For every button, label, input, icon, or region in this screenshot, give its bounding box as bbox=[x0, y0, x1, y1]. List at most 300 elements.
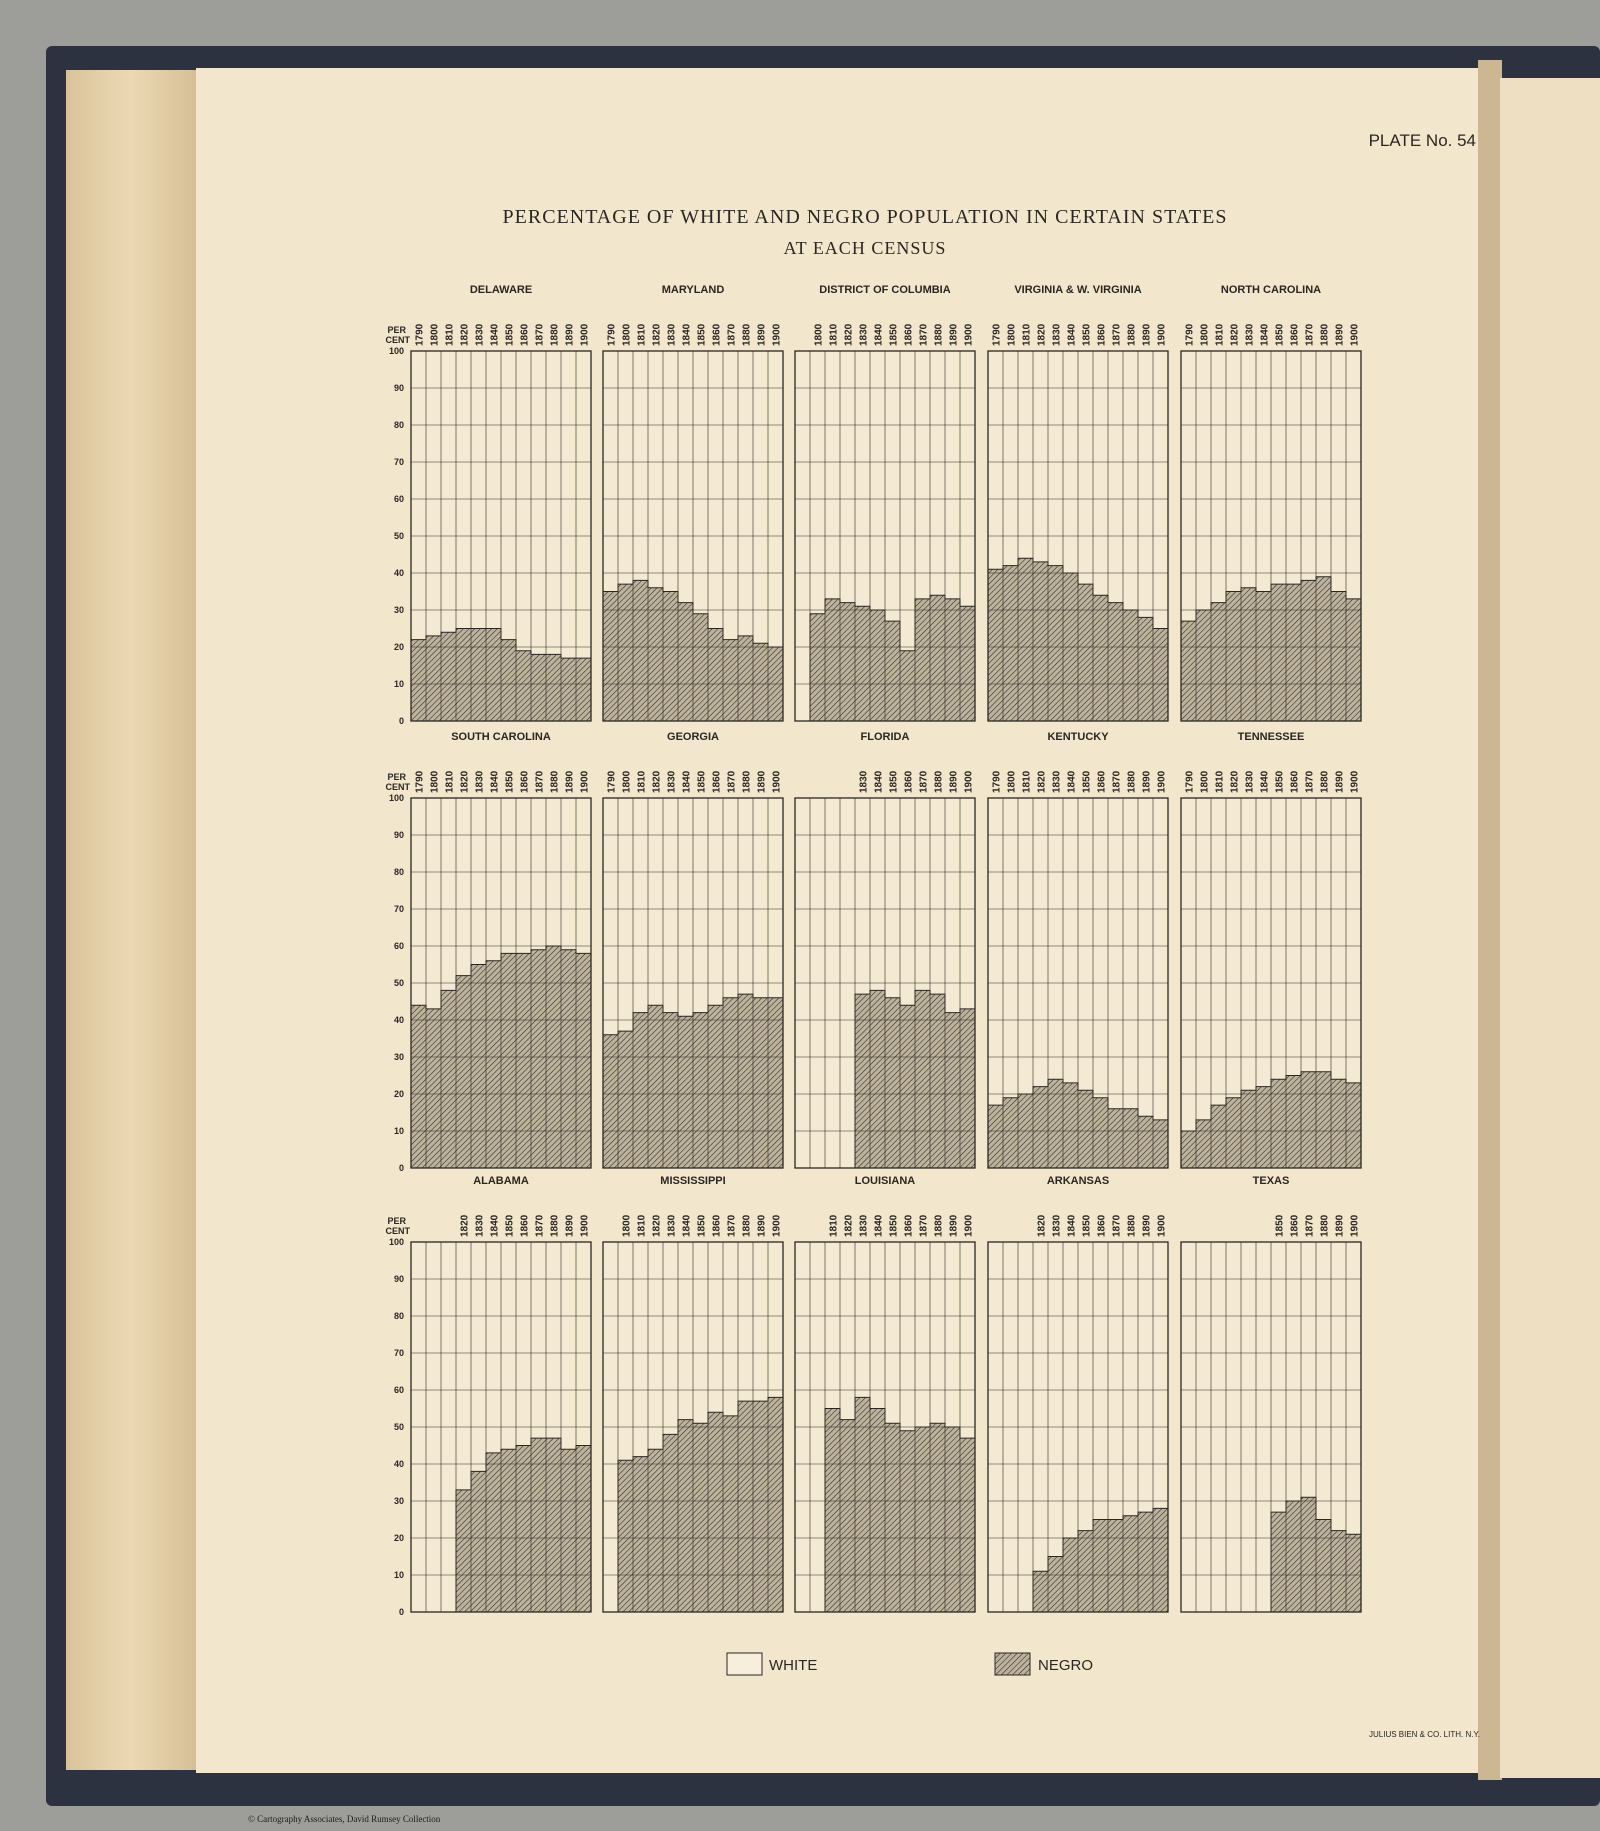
negro-bar bbox=[531, 654, 546, 721]
collection-credit: © Cartography Associates, David Rumsey Collection bbox=[248, 1814, 441, 1824]
negro-bar bbox=[825, 1409, 840, 1613]
x-tick-label: 1900 bbox=[771, 770, 783, 793]
x-tick-label: 1800 bbox=[429, 323, 441, 346]
x-tick-label: 1860 bbox=[1289, 770, 1301, 793]
negro-bar bbox=[810, 614, 825, 721]
negro-bar bbox=[855, 1397, 870, 1612]
x-tick-label: 1890 bbox=[756, 323, 768, 346]
x-tick-label: 1890 bbox=[1334, 770, 1346, 793]
x-tick-label: 1800 bbox=[1006, 323, 1018, 346]
x-tick-label: 1850 bbox=[1274, 770, 1286, 793]
legend-white-swatch bbox=[727, 1653, 762, 1675]
negro-bar bbox=[456, 629, 471, 722]
y-tick-label: 100 bbox=[388, 1237, 404, 1247]
x-tick-label: 1850 bbox=[1274, 323, 1286, 346]
chart-title: LOUISIANA bbox=[854, 1175, 916, 1187]
negro-bar bbox=[753, 998, 768, 1168]
x-tick-label: 1810 bbox=[1021, 770, 1033, 793]
x-tick-label: 1860 bbox=[519, 770, 531, 793]
negro-bar bbox=[471, 1471, 486, 1612]
negro-bar bbox=[1331, 1531, 1346, 1612]
negro-bar bbox=[1271, 1079, 1286, 1168]
negro-bar bbox=[1181, 1131, 1196, 1168]
y-axis-label-per: PER bbox=[387, 1216, 406, 1226]
x-tick-label: 1840 bbox=[489, 770, 501, 793]
negro-bar bbox=[840, 603, 855, 721]
x-tick-label: 1850 bbox=[696, 323, 708, 346]
x-tick-label: 1880 bbox=[549, 1214, 561, 1237]
negro-bar bbox=[1153, 1120, 1168, 1168]
x-tick-label: 1850 bbox=[504, 323, 516, 346]
x-tick-label: 1860 bbox=[1096, 323, 1108, 346]
negro-bar bbox=[516, 651, 531, 721]
x-tick-label: 1850 bbox=[888, 1214, 900, 1237]
x-tick-label: 1790 bbox=[414, 770, 426, 793]
x-tick-label: 1830 bbox=[474, 770, 486, 793]
negro-bar bbox=[1256, 1087, 1271, 1168]
x-tick-label: 1820 bbox=[1036, 323, 1048, 346]
legend-negro-label: NEGRO bbox=[1038, 1657, 1094, 1674]
y-axis-label-cent: CENT bbox=[385, 335, 410, 345]
x-tick-label: 1830 bbox=[1244, 770, 1256, 793]
negro-bar bbox=[723, 640, 738, 721]
y-tick-label: 90 bbox=[393, 830, 404, 840]
negro-bar bbox=[501, 640, 516, 721]
negro-bar bbox=[1093, 1098, 1108, 1168]
x-tick-label: 1870 bbox=[726, 770, 738, 793]
x-tick-label: 1810 bbox=[828, 1214, 840, 1237]
x-tick-label: 1870 bbox=[726, 323, 738, 346]
x-tick-label: 1870 bbox=[534, 323, 546, 346]
negro-bar bbox=[825, 599, 840, 721]
negro-bar bbox=[618, 584, 633, 721]
negro-bar bbox=[426, 1009, 441, 1168]
x-tick-label: 1890 bbox=[1141, 1214, 1153, 1237]
negro-bar bbox=[1123, 1109, 1138, 1168]
x-tick-label: 1900 bbox=[1349, 323, 1361, 346]
x-tick-label: 1890 bbox=[1334, 1214, 1346, 1237]
chart-title: DELAWARE bbox=[469, 284, 533, 296]
negro-bar bbox=[1226, 1098, 1241, 1168]
x-tick-label: 1840 bbox=[1259, 323, 1271, 346]
x-tick-label: 1890 bbox=[1141, 770, 1153, 793]
x-tick-label: 1900 bbox=[963, 770, 975, 793]
x-tick-label: 1900 bbox=[1156, 770, 1168, 793]
negro-bar bbox=[1078, 1531, 1093, 1612]
negro-bar bbox=[1271, 1512, 1286, 1612]
y-tick-label: 30 bbox=[393, 1496, 404, 1506]
x-tick-label: 1800 bbox=[621, 323, 633, 346]
negro-bar bbox=[930, 1423, 945, 1612]
x-tick-label: 1820 bbox=[651, 770, 663, 793]
credit-strip bbox=[0, 1806, 1600, 1831]
x-tick-label: 1820 bbox=[459, 323, 471, 346]
negro-bar bbox=[768, 998, 783, 1168]
negro-bar bbox=[663, 1434, 678, 1612]
x-tick-label: 1840 bbox=[1066, 323, 1078, 346]
negro-bar bbox=[693, 1013, 708, 1168]
negro-bar bbox=[1226, 592, 1241, 722]
x-tick-label: 1890 bbox=[564, 1214, 576, 1237]
x-tick-label: 1860 bbox=[1096, 770, 1108, 793]
x-tick-label: 1820 bbox=[459, 770, 471, 793]
negro-bar bbox=[1316, 1072, 1331, 1168]
negro-bar bbox=[1241, 1090, 1256, 1168]
negro-bar bbox=[1153, 1508, 1168, 1612]
negro-bar bbox=[648, 1449, 663, 1612]
x-tick-label: 1890 bbox=[564, 323, 576, 346]
negro-bar bbox=[618, 1460, 633, 1612]
y-tick-label: 10 bbox=[393, 679, 404, 689]
y-tick-label: 90 bbox=[393, 1274, 404, 1284]
negro-bar bbox=[561, 658, 576, 721]
negro-bar bbox=[1211, 1105, 1226, 1168]
x-tick-label: 1800 bbox=[1199, 770, 1211, 793]
negro-bar bbox=[1211, 603, 1226, 721]
x-tick-label: 1830 bbox=[666, 323, 678, 346]
negro-bar bbox=[648, 588, 663, 721]
gutter-shadow bbox=[1478, 60, 1502, 1780]
x-tick-label: 1850 bbox=[696, 770, 708, 793]
x-tick-label: 1800 bbox=[621, 770, 633, 793]
negro-bar bbox=[1301, 1497, 1316, 1612]
x-tick-label: 1810 bbox=[444, 323, 456, 346]
negro-bar bbox=[753, 643, 768, 721]
y-tick-label: 100 bbox=[388, 793, 404, 803]
negro-bar bbox=[1138, 617, 1153, 721]
negro-bar bbox=[840, 1420, 855, 1612]
negro-bar bbox=[663, 1013, 678, 1168]
x-tick-label: 1890 bbox=[948, 323, 960, 346]
x-tick-label: 1870 bbox=[1304, 1214, 1316, 1237]
y-tick-label: 100 bbox=[388, 346, 404, 356]
x-tick-label: 1870 bbox=[1304, 323, 1316, 346]
x-tick-label: 1810 bbox=[444, 770, 456, 793]
x-tick-label: 1900 bbox=[963, 323, 975, 346]
y-tick-label: 60 bbox=[393, 1385, 404, 1395]
negro-bar bbox=[678, 1016, 693, 1168]
negro-bar bbox=[1153, 629, 1168, 722]
negro-bar bbox=[678, 1420, 693, 1612]
x-tick-label: 1840 bbox=[873, 770, 885, 793]
chart-title: MARYLAND bbox=[661, 284, 725, 296]
negro-bar bbox=[693, 1423, 708, 1612]
x-tick-label: 1830 bbox=[666, 770, 678, 793]
negro-bar bbox=[1301, 1072, 1316, 1168]
negro-bar bbox=[1241, 588, 1256, 721]
x-tick-label: 1820 bbox=[843, 323, 855, 346]
negro-bar bbox=[1108, 1520, 1123, 1613]
negro-bar bbox=[576, 1446, 591, 1613]
negro-bar bbox=[1048, 1079, 1063, 1168]
negro-bar bbox=[738, 1401, 753, 1612]
chart-title: NORTH CAROLINA bbox=[1220, 284, 1322, 296]
x-tick-label: 1900 bbox=[1349, 1214, 1361, 1237]
x-tick-label: 1840 bbox=[873, 1214, 885, 1237]
x-tick-label: 1810 bbox=[636, 1214, 648, 1237]
negro-bar bbox=[1123, 1516, 1138, 1612]
negro-bar bbox=[678, 603, 693, 721]
x-tick-label: 1860 bbox=[1289, 1214, 1301, 1237]
negro-bar bbox=[1138, 1512, 1153, 1612]
negro-bar bbox=[486, 1453, 501, 1612]
printer-credit: JULIUS BIEN & CO. LITH. N.Y. bbox=[1369, 1730, 1480, 1739]
negro-bar bbox=[915, 599, 930, 721]
y-tick-label: 0 bbox=[398, 1163, 404, 1173]
x-tick-label: 1880 bbox=[933, 770, 945, 793]
negro-bar bbox=[1346, 599, 1361, 721]
negro-bar bbox=[648, 1005, 663, 1168]
y-axis-label-per: PER bbox=[387, 772, 406, 782]
negro-bar bbox=[561, 950, 576, 1168]
x-tick-label: 1800 bbox=[1006, 770, 1018, 793]
x-tick-label: 1820 bbox=[651, 323, 663, 346]
x-tick-label: 1820 bbox=[1036, 770, 1048, 793]
x-tick-label: 1810 bbox=[636, 323, 648, 346]
x-tick-label: 1900 bbox=[579, 770, 591, 793]
negro-bar bbox=[486, 961, 501, 1168]
x-tick-label: 1860 bbox=[903, 1214, 915, 1237]
negro-bar bbox=[471, 965, 486, 1169]
negro-bar bbox=[900, 651, 915, 721]
negro-bar bbox=[1108, 603, 1123, 721]
negro-bar bbox=[1271, 584, 1286, 721]
x-tick-label: 1880 bbox=[1126, 1214, 1138, 1237]
x-tick-label: 1790 bbox=[414, 323, 426, 346]
x-tick-label: 1830 bbox=[474, 1214, 486, 1237]
negro-bar bbox=[885, 998, 900, 1168]
negro-bar bbox=[870, 1409, 885, 1613]
negro-bar bbox=[738, 636, 753, 721]
chart-title: TEXAS bbox=[1252, 1175, 1290, 1187]
facing-page bbox=[1500, 78, 1600, 1778]
x-tick-label: 1820 bbox=[1229, 323, 1241, 346]
negro-bar bbox=[885, 621, 900, 721]
x-tick-label: 1830 bbox=[1051, 323, 1063, 346]
x-tick-label: 1800 bbox=[429, 770, 441, 793]
x-tick-label: 1890 bbox=[948, 1214, 960, 1237]
x-tick-label: 1880 bbox=[1126, 323, 1138, 346]
plate-number: PLATE No. 54 bbox=[1368, 131, 1476, 150]
x-tick-label: 1830 bbox=[1051, 1214, 1063, 1237]
y-tick-label: 0 bbox=[398, 1607, 404, 1617]
negro-bar bbox=[945, 1427, 960, 1612]
negro-bar bbox=[486, 629, 501, 722]
x-tick-label: 1890 bbox=[1141, 323, 1153, 346]
x-tick-label: 1830 bbox=[666, 1214, 678, 1237]
negro-bar bbox=[723, 998, 738, 1168]
negro-bar bbox=[441, 632, 456, 721]
x-tick-label: 1850 bbox=[696, 1214, 708, 1237]
x-tick-label: 1880 bbox=[933, 1214, 945, 1237]
x-tick-label: 1870 bbox=[1111, 1214, 1123, 1237]
y-tick-label: 50 bbox=[393, 531, 404, 541]
x-tick-label: 1880 bbox=[1126, 770, 1138, 793]
negro-bar bbox=[945, 599, 960, 721]
negro-bar bbox=[915, 1427, 930, 1612]
negro-bar bbox=[1048, 1557, 1063, 1613]
negro-bar bbox=[516, 953, 531, 1168]
x-tick-label: 1840 bbox=[681, 323, 693, 346]
negro-bar bbox=[603, 1035, 618, 1168]
negro-bar bbox=[1138, 1116, 1153, 1168]
legend-white-label: WHITE bbox=[769, 1657, 818, 1674]
chart-title: ALABAMA bbox=[473, 1175, 529, 1187]
chart-title: TENNESSEE bbox=[1237, 731, 1305, 743]
negro-bar bbox=[471, 629, 486, 722]
x-tick-label: 1830 bbox=[1051, 770, 1063, 793]
y-tick-label: 80 bbox=[393, 1311, 404, 1321]
negro-bar bbox=[456, 1490, 471, 1612]
x-tick-label: 1820 bbox=[651, 1214, 663, 1237]
x-tick-label: 1830 bbox=[858, 770, 870, 793]
negro-bar bbox=[501, 1449, 516, 1612]
y-axis-label-cent: CENT bbox=[385, 1226, 410, 1236]
negro-bar bbox=[516, 1446, 531, 1613]
chart-title-line1: PERCENTAGE OF WHITE AND NEGRO POPULATION IN CERTAIN STATES bbox=[502, 206, 1228, 228]
x-tick-label: 1840 bbox=[489, 1214, 501, 1237]
x-tick-label: 1840 bbox=[873, 323, 885, 346]
y-tick-label: 20 bbox=[393, 642, 404, 652]
x-tick-label: 1840 bbox=[681, 1214, 693, 1237]
x-tick-label: 1900 bbox=[963, 1214, 975, 1237]
negro-bar bbox=[1256, 592, 1271, 722]
x-tick-label: 1830 bbox=[474, 323, 486, 346]
x-tick-label: 1840 bbox=[489, 323, 501, 346]
chart-title: ARKANSAS bbox=[1046, 1175, 1110, 1187]
negro-bar bbox=[426, 636, 441, 721]
negro-bar bbox=[1018, 558, 1033, 721]
negro-bar bbox=[1286, 1076, 1301, 1169]
negro-bar bbox=[708, 629, 723, 722]
negro-bar bbox=[633, 580, 648, 721]
x-tick-label: 1810 bbox=[636, 770, 648, 793]
y-tick-label: 0 bbox=[398, 716, 404, 726]
negro-bar bbox=[663, 592, 678, 722]
y-tick-label: 70 bbox=[393, 904, 404, 914]
x-tick-label: 1880 bbox=[1319, 1214, 1331, 1237]
negro-bar bbox=[1346, 1534, 1361, 1612]
x-tick-label: 1830 bbox=[1244, 323, 1256, 346]
x-tick-label: 1890 bbox=[1334, 323, 1346, 346]
negro-bar bbox=[960, 1009, 975, 1168]
x-tick-label: 1830 bbox=[858, 323, 870, 346]
x-tick-label: 1880 bbox=[549, 770, 561, 793]
negro-bar bbox=[618, 1031, 633, 1168]
x-tick-label: 1800 bbox=[813, 323, 825, 346]
negro-bar bbox=[1196, 1120, 1211, 1168]
x-tick-label: 1850 bbox=[1081, 1214, 1093, 1237]
negro-bar bbox=[456, 976, 471, 1168]
negro-bar bbox=[411, 1005, 426, 1168]
y-axis-label-per: PER bbox=[387, 325, 406, 335]
x-tick-label: 1880 bbox=[1319, 770, 1331, 793]
x-tick-label: 1880 bbox=[741, 1214, 753, 1237]
negro-bar bbox=[1093, 595, 1108, 721]
negro-bar bbox=[870, 990, 885, 1168]
negro-bar bbox=[633, 1457, 648, 1612]
negro-bar bbox=[603, 592, 618, 722]
negro-bar bbox=[1033, 562, 1048, 721]
negro-bar bbox=[1108, 1109, 1123, 1168]
negro-bar bbox=[1286, 1501, 1301, 1612]
x-tick-label: 1870 bbox=[534, 1214, 546, 1237]
y-tick-label: 60 bbox=[393, 941, 404, 951]
x-tick-label: 1860 bbox=[711, 323, 723, 346]
chart-title: FLORIDA bbox=[860, 731, 910, 743]
negro-bar bbox=[1003, 566, 1018, 721]
x-tick-label: 1890 bbox=[948, 770, 960, 793]
x-tick-label: 1850 bbox=[888, 770, 900, 793]
y-tick-label: 40 bbox=[393, 568, 404, 578]
x-tick-label: 1890 bbox=[564, 770, 576, 793]
negro-bar bbox=[411, 640, 426, 721]
negro-bar bbox=[1123, 610, 1138, 721]
x-tick-label: 1900 bbox=[579, 1214, 591, 1237]
x-tick-label: 1870 bbox=[1111, 323, 1123, 346]
x-tick-label: 1820 bbox=[459, 1214, 471, 1237]
negro-bar bbox=[531, 950, 546, 1168]
negro-bar bbox=[576, 658, 591, 721]
x-tick-label: 1850 bbox=[1081, 770, 1093, 793]
chart-title-line2: AT EACH CENSUS bbox=[783, 238, 947, 258]
negro-bar bbox=[1331, 1079, 1346, 1168]
y-tick-label: 80 bbox=[393, 867, 404, 877]
y-tick-label: 70 bbox=[393, 457, 404, 467]
negro-bar bbox=[988, 1105, 1003, 1168]
state-charts bbox=[386, 284, 1362, 1617]
negro-bar bbox=[1316, 577, 1331, 721]
negro-bar bbox=[693, 614, 708, 721]
x-tick-label: 1820 bbox=[1229, 770, 1241, 793]
x-tick-label: 1890 bbox=[756, 1214, 768, 1237]
x-tick-label: 1810 bbox=[1214, 323, 1226, 346]
x-tick-label: 1800 bbox=[621, 1214, 633, 1237]
x-tick-label: 1820 bbox=[843, 1214, 855, 1237]
negro-bar bbox=[708, 1005, 723, 1168]
x-tick-label: 1810 bbox=[828, 323, 840, 346]
x-tick-label: 1860 bbox=[1096, 1214, 1108, 1237]
x-tick-label: 1790 bbox=[991, 323, 1003, 346]
x-tick-label: 1860 bbox=[903, 770, 915, 793]
x-tick-label: 1850 bbox=[504, 770, 516, 793]
x-tick-label: 1860 bbox=[519, 323, 531, 346]
y-tick-label: 70 bbox=[393, 1348, 404, 1358]
negro-bar bbox=[960, 606, 975, 721]
x-tick-label: 1890 bbox=[756, 770, 768, 793]
y-tick-label: 30 bbox=[393, 605, 404, 615]
y-tick-label: 90 bbox=[393, 383, 404, 393]
x-tick-label: 1880 bbox=[741, 770, 753, 793]
negro-bar bbox=[1033, 1571, 1048, 1612]
y-tick-label: 40 bbox=[393, 1459, 404, 1469]
negro-bar bbox=[1033, 1087, 1048, 1168]
negro-bar bbox=[546, 654, 561, 721]
x-tick-label: 1790 bbox=[606, 323, 618, 346]
y-tick-label: 50 bbox=[393, 978, 404, 988]
negro-bar bbox=[633, 1013, 648, 1168]
negro-bar bbox=[441, 990, 456, 1168]
negro-bar bbox=[988, 569, 1003, 721]
negro-bar bbox=[945, 1013, 960, 1168]
y-tick-label: 10 bbox=[393, 1126, 404, 1136]
negro-bar bbox=[1078, 1090, 1093, 1168]
page-edges bbox=[66, 70, 196, 1770]
y-tick-label: 10 bbox=[393, 1570, 404, 1580]
negro-bar bbox=[930, 595, 945, 721]
y-tick-label: 80 bbox=[393, 420, 404, 430]
x-tick-label: 1840 bbox=[1259, 770, 1271, 793]
